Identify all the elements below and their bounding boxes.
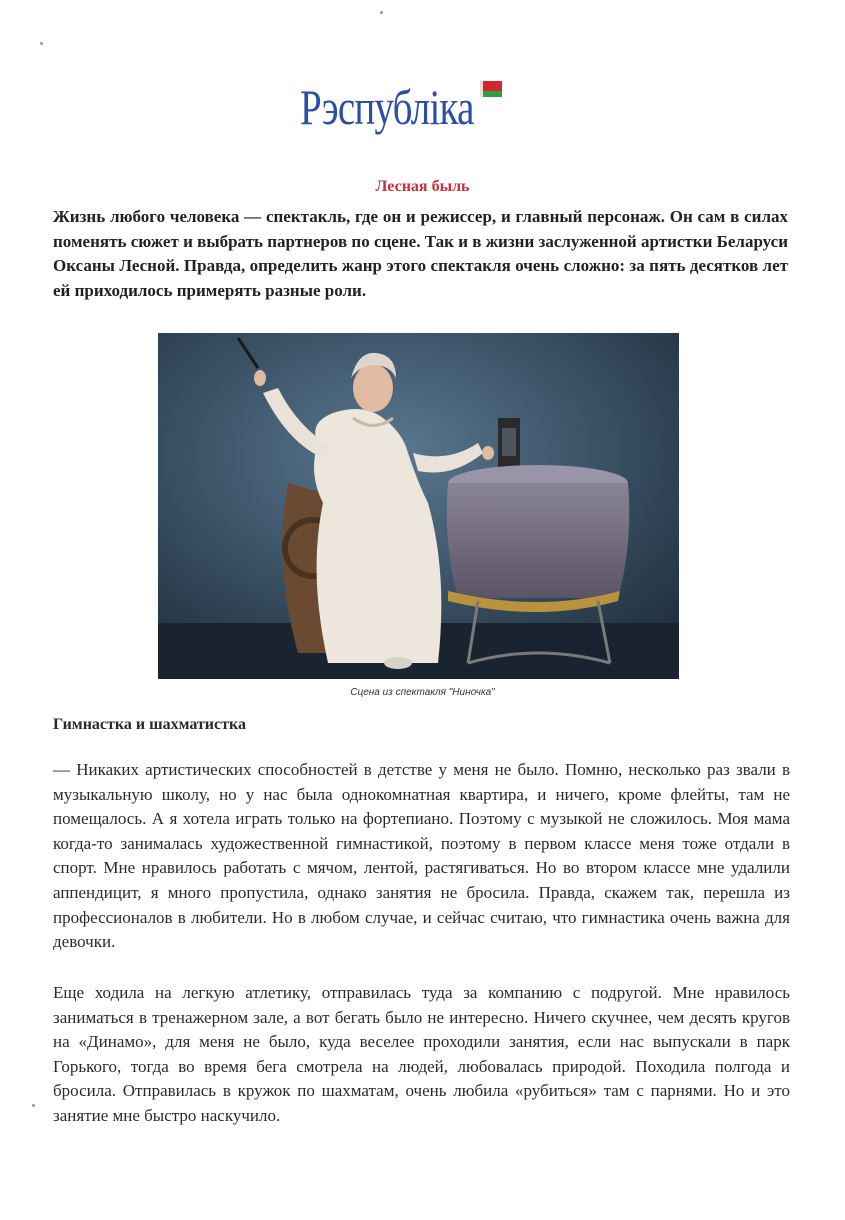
section-heading: Гимнастка и шахматистка: [53, 716, 246, 733]
body-paragraph-2: Еще ходила на легкую атлетику, отправилась туда за компанию с подругой. Мне нравилось заниматься в тренажерном зале, а вот бегать было не интересно. Ничего скучнее, чем десять кругов на «Динамо», для меня не было, куда веселее проходили занятия, если нас выпускали в парк Горького, тогда во время бега смотрела на людей, любовалась природой. Походила полгода и бросила. Отправилась в кружок по шахматам, очень любила «рубиться» там с парнями. Но и это занятие мне быстро наскучило.: [53, 983, 790, 1125]
masthead-logo: Рэспубліка: [300, 79, 474, 135]
article-title: Лесная быль: [375, 178, 470, 195]
scan-speck: [40, 42, 43, 45]
scan-speck: [380, 11, 383, 14]
article-lead: Жизнь любого человека — спектакль, где он и режиссер, и главный персонаж. Он сам в силах поменять сюжет и выбрать партнеров по сцене. Так и в жизни заслуженной артистки Беларуси Оксаны Лесной. Правда, определить жанр этого спектакля очень сложно: за пять десятков лет ей приходилось примерять разные роли.: [53, 207, 788, 300]
scan-speck: [32, 1104, 35, 1107]
article-photo: [158, 333, 679, 679]
body-paragraph-1: — Никаких артистических способностей в детстве у меня не было. Помню, несколько раз звали в музыкальную школу, но у нас была однокомнатная квартира, и ничего, кроме флейты, там не помещалось. А я хотела играть только на фортепиано. Поэтому с музыкой не сложилось. Моя мама когда-то занималась художественной гимнастикой, поэтому в первом классе меня тоже отдали в спорт. Мне нравилось работать с мячом, лентой, растягиваться. Но во втором классе мне удалили аппендицит, я много пропустила, однако занятия не бросила. Правда, скажем так, перешла из профессионалов в любители. Но в любом случае, и сейчас считаю, что гимнастика очень важна для девочки.: [53, 760, 790, 952]
stage-scene-image: [158, 333, 679, 679]
newspaper-masthead: [300, 78, 545, 158]
photo-caption: Сцена из спектакля "Ниночка": [350, 687, 495, 698]
belarus-flag-icon: [480, 81, 502, 97]
